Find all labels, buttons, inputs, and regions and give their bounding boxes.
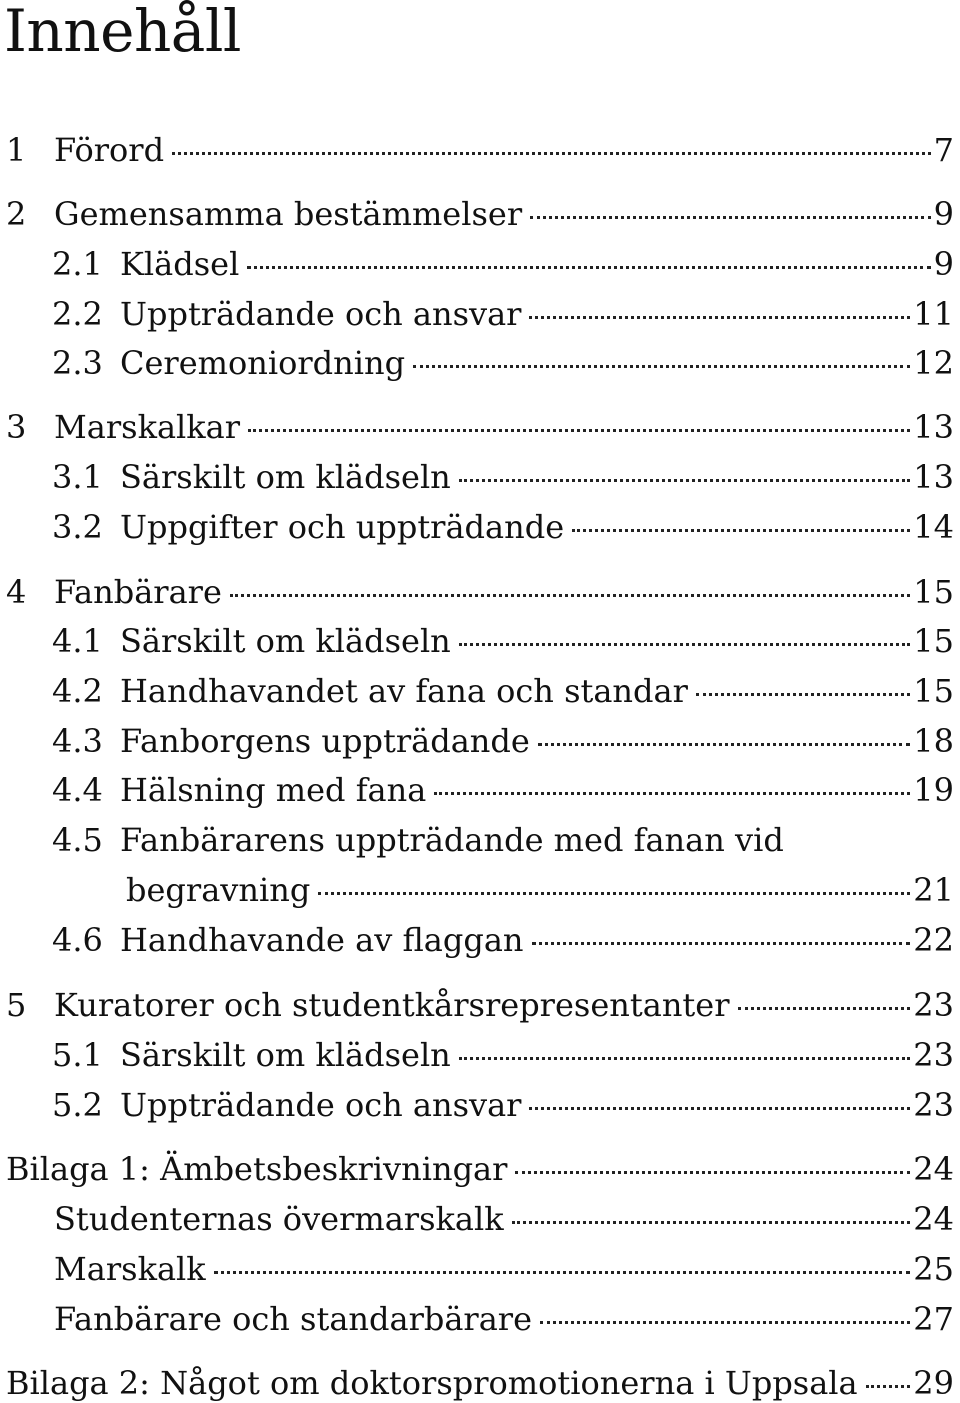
- toc-entry-title: Kuratorer och studentkårsrepresentanter: [54, 986, 730, 1024]
- toc-entry-title: Uppträdande och ansvar: [120, 1086, 522, 1124]
- toc-entry-page: 13: [913, 458, 954, 496]
- toc-entry-page: 21: [913, 871, 954, 909]
- dot-leader: [247, 266, 930, 269]
- toc-entry[interactable]: [0, 244, 954, 284]
- toc-entry-page: 15: [913, 622, 954, 660]
- dot-leader: [512, 1221, 911, 1224]
- toc-entry-page: 13: [913, 408, 954, 446]
- toc-entry[interactable]: [0, 294, 954, 334]
- toc-entry-page: 14: [913, 508, 954, 546]
- toc-entry[interactable]: [0, 457, 954, 497]
- dot-leader: [532, 942, 911, 945]
- dot-leader: [538, 743, 910, 746]
- toc-entry-number: 4.4: [52, 771, 103, 809]
- toc-entry-title: Gemensamma bestämmelser: [54, 195, 523, 233]
- toc-entry-title: Särskilt om klädseln: [120, 622, 451, 660]
- toc-entry[interactable]: [0, 621, 954, 661]
- toc-entry-page: 23: [913, 1086, 954, 1124]
- toc-entry-number: 4.1: [52, 622, 103, 660]
- toc-entry-title: Bilaga 2: Något om doktorspromotionerna i Uppsala: [6, 1364, 858, 1402]
- dot-leader: [172, 152, 931, 155]
- toc-entry[interactable]: [0, 1363, 954, 1403]
- toc-entry-title: Fanbärare och standarbärare: [54, 1300, 533, 1338]
- toc-entry[interactable]: [0, 507, 954, 547]
- toc-entry-title: Handhavande av flaggan: [120, 921, 524, 959]
- toc-entry-page: 18: [913, 722, 954, 760]
- toc-entry-page: 19: [913, 771, 954, 809]
- dot-leader: [529, 1107, 910, 1110]
- toc-entry[interactable]: [0, 1299, 954, 1339]
- toc-entry[interactable]: [0, 671, 954, 711]
- toc-entry-title: Särskilt om klädseln: [120, 458, 451, 496]
- dot-leader: [459, 1057, 911, 1060]
- toc-entry-page: 23: [913, 1036, 954, 1074]
- toc-entry[interactable]: [0, 1199, 954, 1239]
- toc-entry-title: Ceremoniordning: [120, 344, 406, 382]
- toc-entry[interactable]: [0, 343, 954, 383]
- dot-leader: [540, 1321, 910, 1324]
- toc-entry-title: Fanborgens uppträdande: [120, 722, 530, 760]
- toc-entry-title: Fanbärare: [54, 573, 222, 611]
- dot-leader: [696, 693, 910, 696]
- toc-entry-page: 24: [913, 1150, 954, 1188]
- toc-entry-page: 27: [913, 1300, 954, 1338]
- toc-entry-page: 11: [913, 295, 954, 333]
- toc-entry[interactable]: [0, 1035, 954, 1075]
- toc-entry-title: Fanbärarens uppträdande med fanan vid: [120, 821, 784, 859]
- toc-entry-title: Klädsel: [120, 245, 240, 283]
- toc-entry-number: 4.5: [52, 821, 103, 859]
- dot-leader: [866, 1385, 911, 1388]
- toc-entry-page: 29: [913, 1364, 954, 1402]
- toc-entry-page: 23: [913, 986, 954, 1024]
- dot-leader: [248, 429, 910, 432]
- toc-entry[interactable]: [0, 1249, 954, 1289]
- toc-entry-title: Studenternas övermarskalk: [54, 1200, 504, 1238]
- toc-entry-number: 5: [6, 986, 27, 1024]
- toc-entry[interactable]: [0, 820, 954, 860]
- toc-entry-number: 2.2: [52, 295, 103, 333]
- toc-entry-title: Hälsning med fana: [120, 771, 427, 809]
- toc-entry-number: 4.6: [52, 921, 103, 959]
- toc-entry-continuation[interactable]: [0, 870, 954, 910]
- page-title: Innehåll: [4, 0, 241, 65]
- toc-entry-number: 2.1: [52, 245, 103, 283]
- toc-entry-title-continued: begravning: [126, 871, 311, 909]
- toc-entry[interactable]: [0, 407, 954, 447]
- toc-entry-page: 9: [933, 195, 954, 233]
- dot-leader: [413, 365, 910, 368]
- toc-entry-number: 5.2: [52, 1086, 103, 1124]
- toc-entry[interactable]: [0, 572, 954, 612]
- toc-entry-page: 9: [933, 245, 954, 283]
- toc-entry-title: Bilaga 1: Ämbetsbeskrivningar: [6, 1150, 508, 1188]
- toc-entry-number: 2.3: [52, 344, 103, 382]
- toc-entry[interactable]: [0, 194, 954, 234]
- toc-entry-page: 24: [913, 1200, 954, 1238]
- toc-entry-title: Särskilt om klädseln: [120, 1036, 451, 1074]
- toc-entry-page: 15: [913, 672, 954, 710]
- toc-entry[interactable]: [0, 770, 954, 810]
- toc-entry-number: 3: [6, 408, 27, 446]
- toc-entry-page: 12: [913, 344, 954, 382]
- dot-leader: [738, 1007, 911, 1010]
- toc-entry-number: 3.1: [52, 458, 103, 496]
- toc-entry-number: 3.2: [52, 508, 103, 546]
- toc-entry-page: 25: [913, 1250, 954, 1288]
- toc-entry[interactable]: [0, 1085, 954, 1125]
- toc-entry[interactable]: [0, 721, 954, 761]
- toc-entry-page: 7: [933, 131, 954, 169]
- toc-entry-number: 4.2: [52, 672, 103, 710]
- dot-leader: [434, 792, 910, 795]
- toc-entry-number: 4: [6, 573, 27, 611]
- toc-entry-title: Marskalkar: [54, 408, 241, 446]
- toc-entry[interactable]: [0, 985, 954, 1025]
- dot-leader: [459, 643, 911, 646]
- toc-entry-number: 2: [6, 195, 27, 233]
- dot-leader: [530, 216, 931, 219]
- dot-leader: [572, 529, 910, 532]
- toc-entry-page: 15: [913, 573, 954, 611]
- toc-entry[interactable]: [0, 920, 954, 960]
- toc-entry-page: 22: [913, 921, 954, 959]
- toc-entry-number: 5.1: [52, 1036, 103, 1074]
- toc-entry-title: Marskalk: [54, 1250, 206, 1288]
- dot-leader: [459, 479, 911, 482]
- toc-entry-title: Handhavandet av fana och standar: [120, 672, 688, 710]
- toc-entry-title: Förord: [54, 131, 165, 169]
- toc-entry-number: 4.3: [52, 722, 103, 760]
- dot-leader: [515, 1171, 910, 1174]
- dot-leader: [529, 316, 910, 319]
- toc-entry-title: Uppträdande och ansvar: [120, 295, 522, 333]
- dot-leader: [318, 892, 910, 895]
- toc-entry-title: Uppgifter och uppträdande: [120, 508, 565, 546]
- dot-leader: [214, 1271, 911, 1274]
- toc-entry[interactable]: [0, 1149, 954, 1189]
- toc-entry[interactable]: [0, 130, 954, 170]
- dot-leader: [230, 594, 910, 597]
- toc-entry-number: 1: [6, 131, 27, 169]
